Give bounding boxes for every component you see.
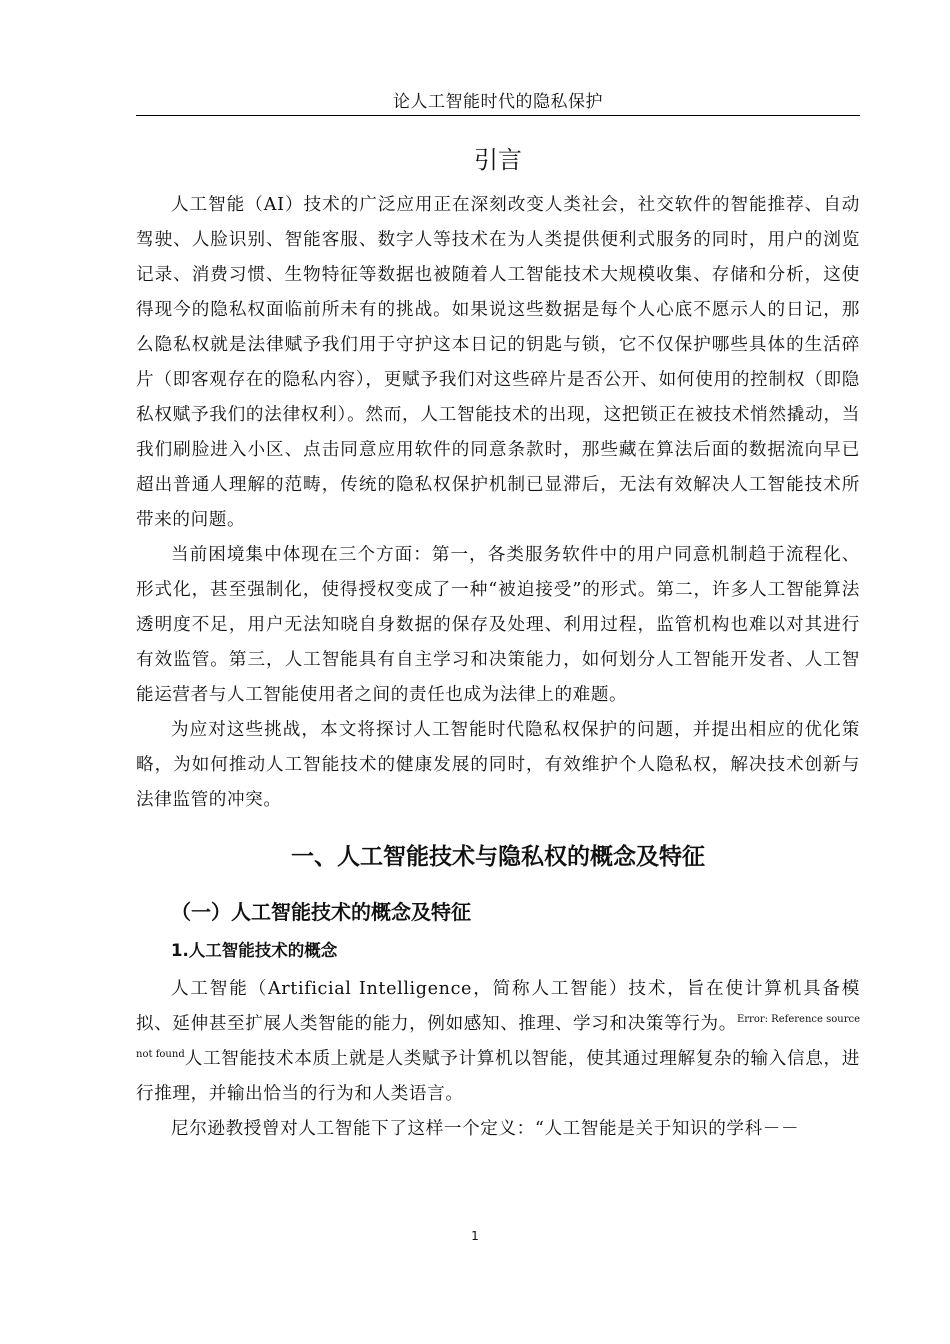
intro-paragraph-3: 为应对这些挑战，本文将探讨人工智能时代隐私权保护的问题，并提出相应的优化策略，为如何推动人工智能技术的健康发展的同时，有效维护个人隐私权，解决技术创新与法律监管的冲突。: [136, 720, 860, 810]
intro-paragraph-2: 当前困境集中体现在三个方面：第一，各类服务软件中的用户同意机制趋于流程化、形式化，甚至强制化，使得授权变成了一种“被迫接受”的形式。第二，许多人工智能算法透明度不足，用户无法知晓自身数据的保存及处理、利用过程，监管机构也难以对其进行有效监管。第三，人工智能具有自主学习和决策能力，如何划分人工智能开发者、人工智能运营者与人工智能使用者之间的责任也成为法律上的难题。: [136, 545, 860, 705]
section-1-heading: 一、人工智能技术与隐私权的概念及特征: [291, 844, 705, 870]
concept-paragraph-1: [136, 972, 860, 1112]
page-number: 1: [471, 1229, 479, 1243]
intro-paragraph-1: 人工智能（AI）技术的广泛应用正在深刻改变人类社会，社交软件的智能推荐、自动驾驶、人脸识别、智能客服、数字人等技术在为人类提供便利式服务的同时，用户的浏览记录、消费习惯、生物特征等数据也被随着人工智能技术大规模收集、存储和分析，这使得现今的隐私权面临前所未有的挑战。如果说这些数据是每个人心底不愿示人的日记，那么隐私权就是法律赋予我们用于守护这本日记的钥匙与锁，它不仅保护哪些具体的生活碎片（即客观存在的隐私内容），更赋予我们对这些碎片是否公开、如何使用的控制权（即隐私权赋予我们的法律权利）。然而，人工智能技术的出现，这把锁正在被技术悄然撬动，当我们刷脸进入小区、点击同意应用软件的同意条款时，那些藏在算法后面的数据流向早已超出普通人理解的范畴，传统的隐私权保护机制已显滞后，无法有效解决人工智能技术所带来的问题。: [136, 195, 860, 530]
reference-error-note[interactable]: Error: Reference source not found: [136, 1014, 860, 1061]
concept-text-after-ref: 人工智能技术本质上就是人类赋予计算机以智能，使其通过理解复杂的输入信息，进行推理，并输出恰当的行为和人类语言。: [136, 1049, 860, 1104]
item-1-heading: 1.人工智能技术的概念: [171, 941, 338, 960]
page-content: [136, 140, 860, 1147]
intro-heading: 引言: [474, 146, 522, 174]
subsection-1-heading: （一）人工智能技术的概念及特征: [171, 900, 471, 924]
running-header: 论人工智能时代的隐私保护: [136, 90, 860, 116]
concept-paragraph-2: 尼尔逊教授曾对人工智能下了这样一个定义：“人工智能是关于知识的学科－－: [171, 1119, 800, 1139]
concept-text-before-ref: 人工智能（Artificial Intelligence，简称人工智能）技术，旨在使计算机具备模拟、延伸甚至扩展人类智能的能力，例如感知、推理、学习和决策等行为。: [136, 979, 860, 1034]
